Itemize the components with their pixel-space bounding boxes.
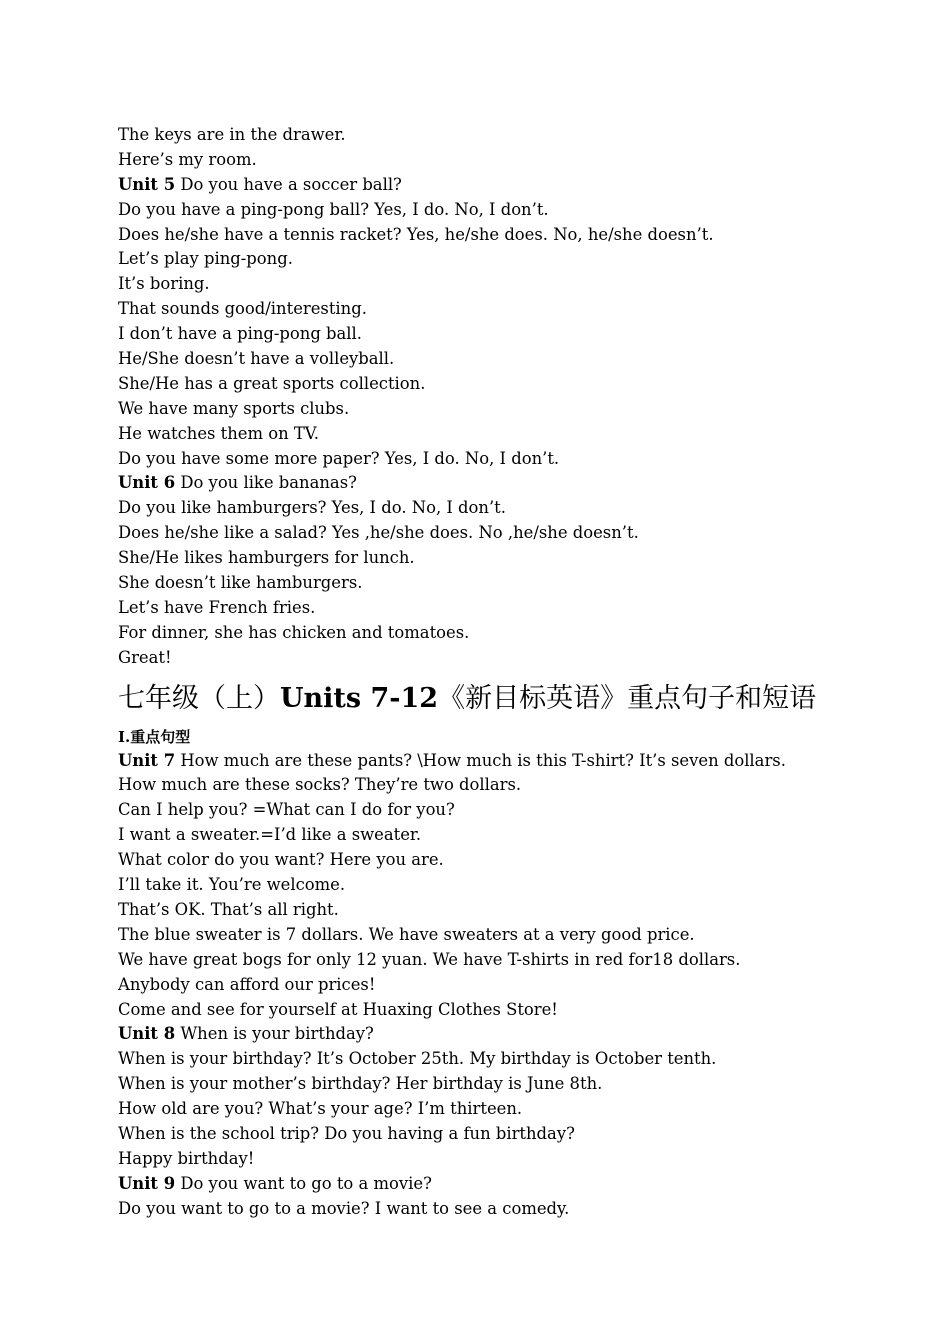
text-line: When is your birthday? It’s October 25th. My birthday is October tenth. bbox=[118, 1049, 717, 1069]
unit-7-header bbox=[118, 749, 908, 774]
unit-title: Do you have a soccer ball? bbox=[175, 174, 402, 194]
section-heading bbox=[118, 673, 908, 725]
text-line: Let’s have French fries. bbox=[118, 597, 316, 617]
text-line: Do you want to go to a movie? I want to see a comedy. bbox=[118, 1198, 570, 1218]
unit-label: Unit 5 bbox=[118, 174, 176, 194]
text-line: That sounds good/interesting. bbox=[118, 299, 367, 319]
unit-title: When is your birthday? bbox=[175, 1024, 374, 1044]
text-line: The keys are in the drawer. bbox=[118, 125, 346, 144]
subsection-heading: I.重点句型 bbox=[118, 727, 191, 746]
unit-label: Unit 7 bbox=[118, 750, 176, 770]
text-line: That’s OK. That’s all right. bbox=[118, 899, 339, 919]
heading-units: Units 7-12 bbox=[280, 682, 439, 714]
text-line: She doesn’t like hamburgers. bbox=[118, 573, 363, 593]
heading-grade: 七年级（上） bbox=[118, 682, 280, 714]
unit-label: Unit 9 bbox=[118, 1173, 176, 1193]
text-line: Can I help you? =What can I do for you? bbox=[118, 800, 455, 820]
text-line: Does he/she like a salad? Yes ,he/she does. No ,he/she doesn’t. bbox=[118, 523, 639, 543]
unit-8-header bbox=[118, 1022, 908, 1047]
text-line: When is the school trip? Do you having a fun birthday? bbox=[118, 1123, 575, 1143]
text-line: For dinner, she has chicken and tomatoes. bbox=[118, 622, 470, 642]
text-line: Great! bbox=[118, 647, 172, 667]
text-line: How much are these socks? They’re two dollars. bbox=[118, 775, 522, 795]
text-line: It’s boring. bbox=[118, 274, 210, 294]
text-line: Happy birthday! bbox=[118, 1148, 255, 1168]
text-line: She/He likes hamburgers for lunch. bbox=[118, 548, 415, 568]
unit-label: Unit 6 bbox=[118, 473, 176, 493]
text-line: Do you like hamburgers? Yes, I do. No, I don’t. bbox=[118, 498, 506, 518]
text-line: He watches them on TV. bbox=[118, 423, 319, 443]
unit-6-header bbox=[118, 471, 908, 496]
unit-title: Do you want to go to a movie? bbox=[175, 1173, 432, 1193]
text-line: We have great bogs for only 12 yuan. We have T-shirts in red for18 dollars. bbox=[118, 949, 741, 969]
text-line: I don’t have a ping-pong ball. bbox=[118, 324, 362, 344]
document-page bbox=[118, 123, 908, 1222]
text-line: What color do you want? Here you are. bbox=[118, 850, 444, 870]
text-line: He/She doesn’t have a volleyball. bbox=[118, 349, 395, 369]
unit-title: How much are these pants? \How much is this T-shirt? It’s seven dollars. bbox=[175, 750, 786, 770]
heading-title: 《新目标英语》重点句子和短语 bbox=[438, 682, 817, 714]
text-line: Come and see for yourself at Huaxing Clothes Store! bbox=[118, 999, 558, 1019]
text-line: The blue sweater is 7 dollars. We have sweaters at a very good price. bbox=[118, 924, 695, 944]
text-line: When is your mother’s birthday? Her birthday is June 8th. bbox=[118, 1074, 603, 1094]
unit-9-header bbox=[118, 1172, 908, 1197]
text-line: Does he/she have a tennis racket? Yes, he/she does. No, he/she doesn’t. bbox=[118, 224, 714, 244]
text-line: I’ll take it. You’re welcome. bbox=[118, 875, 346, 895]
unit-label: Unit 8 bbox=[118, 1024, 176, 1044]
text-line: I want a sweater.=I’d like a sweater. bbox=[118, 825, 422, 845]
unit-title: Do you like bananas? bbox=[175, 473, 357, 493]
text-line: Let’s play ping-pong. bbox=[118, 249, 293, 269]
text-line: Do you have some more paper? Yes, I do. No, I don’t. bbox=[118, 448, 560, 468]
text-line: We have many sports clubs. bbox=[118, 398, 350, 418]
text-line: Do you have a ping-pong ball? Yes, I do. No, I don’t. bbox=[118, 199, 549, 219]
unit-5-header bbox=[118, 173, 908, 198]
text-line: Here’s my room. bbox=[118, 149, 257, 169]
text-line: Anybody can afford our prices! bbox=[118, 974, 376, 994]
text-line: She/He has a great sports collection. bbox=[118, 373, 426, 393]
text-line: How old are you? What’s your age? I’m thirteen. bbox=[118, 1099, 523, 1119]
